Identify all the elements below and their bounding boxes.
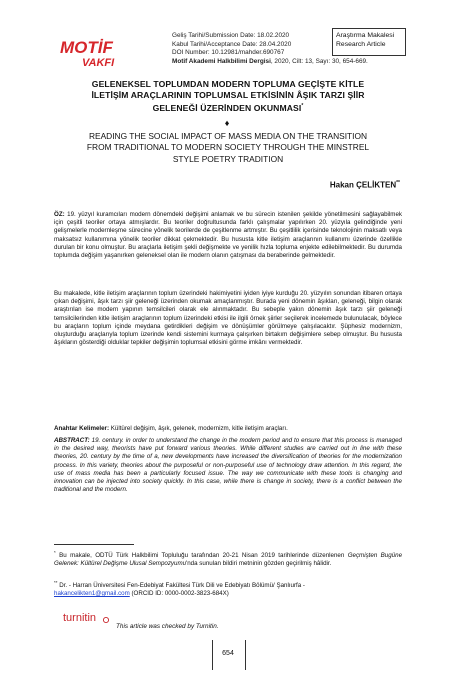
- keywords: [54, 425, 402, 433]
- keywords-label: Anahtar Kelimeler:: [54, 425, 110, 432]
- author-name: Hakan ÇELİKTEN: [329, 180, 397, 190]
- oz-label: ÖZ:: [54, 211, 65, 218]
- footnote-divider: [54, 544, 134, 545]
- footnote-1-text-a: Bu makale, ODTÜ Türk Halkbilimi Topluluğu tarafından 20-21 Nisan 2019 tarihlerinde düzenlenen: [55, 552, 348, 560]
- doi: DOI Number: 10.12981/mahder.690767: [172, 49, 285, 57]
- oz-paragraph: [54, 211, 402, 260]
- orcid: (ORCID ID: 0000-0002-3823-684X): [129, 590, 229, 598]
- journal-issue: , 2020, Cilt: 13, Sayı: 30, 654-669.: [270, 57, 368, 65]
- title-en-line1: READING THE SOCIAL IMPACT OF MASS MEDIA ON THE TRANSITION: [88, 131, 368, 141]
- author-email-link[interactable]: hakancelikten1@gmail.com: [54, 590, 130, 598]
- accepted-date: Kabul Tarihi/Acceptance Date: 28.04.2020: [172, 40, 292, 48]
- abstract-text: 19. century. in order to understand the change in the modern period and to ensure that this process is managed in the desired way, theorists have put forward various theories. While different studies are carried out in line with these theories, 20. century by the time of a, new developments have increased the diversification of theories for the modernization process. In this variety, theories about the purposeful or non-purposeful use of technology draw attention. In this regard, the use of mass media has been a particularly focused issue. The way we communicate with these tools is changing and innovation can be injected into society quickly. In this case, while there is change in society, there is a conflict between the traditional and the modern.: [54, 437, 402, 494]
- motif-vakfi-logo: [58, 36, 138, 70]
- article-type-box: [332, 28, 406, 56]
- page-number: 654: [222, 650, 234, 657]
- title-tr-line1: GELENEKSEL TOPLUMDAN MODERN TOPLUMA GEÇİŞTE KİTLE: [91, 79, 365, 89]
- footnote-2-mark: **: [54, 580, 58, 585]
- turnitin-note: This article was checked by Turnitin.: [116, 623, 219, 630]
- title-tr-line3-wrap: [54, 101, 402, 114]
- abstract-label: ABSTRACT:: [54, 437, 90, 444]
- footnote-1-text-b: 'nda sunulan bildiri metninin gözden geçirilmiş hâlidir.: [186, 560, 332, 568]
- title-tr-line2: İLETİŞİM ARAÇLARININ TOPLUMSAL ETKİSİNİN ÂŞIK TARZI ŞİİR: [91, 90, 365, 101]
- logo-top-text: MOTİF: [60, 38, 113, 57]
- title-english: [54, 131, 402, 165]
- author: [330, 180, 400, 190]
- turnitin-logo: [62, 608, 112, 626]
- footnote-2-text: Dr. - Harran Üniversitesi Fen-Edebiyat Fakültesi Türk Dili ve Edebiyatı Bölümü/ Şanlıurfa -: [57, 582, 305, 590]
- title-en-line3: STYLE POETRY TRADITION: [172, 153, 284, 164]
- footnote-1-italic: Geçmişten Bugüne Gelenek: Kültürel Değişme Ulusal Sempozyumu: [54, 552, 403, 568]
- logo-bottom-text: VAKFI: [82, 57, 115, 69]
- keywords-text: Kültürel değişim, âşık, gelenek, modernizm, kitle iletişim araçları.: [109, 425, 288, 432]
- turnitin-logo-text: turnitin: [63, 612, 97, 624]
- author-footnote-mark: **: [396, 180, 400, 186]
- footnote-1-mark: *: [54, 550, 56, 555]
- article-type-tr: Araştırma Makalesi: [336, 32, 395, 39]
- title-tr-line3: GELENEĞİ ÜZERİNDEN OKUNMASI: [152, 103, 302, 114]
- footnote-2: [54, 579, 402, 598]
- article-type-en: Research Article: [336, 41, 386, 48]
- journal-name: Motif Akademi Halkbilimi Dergisi: [172, 57, 271, 65]
- abstract-paragraph: [54, 437, 402, 494]
- received-date: Geliş Tarihi/Submission Date: 18.02.2020: [172, 32, 290, 39]
- title-en-line2: FROM TRADITIONAL TO MODERN SOCIETY THROUGH THE MINSTREL: [86, 142, 370, 153]
- footnote-1: [54, 549, 402, 568]
- body-paragraph: Bu makalede, kitle iletişim araçlarının toplum üzerindeki hakimiyetini iyiden iyiye kurduğu 20. yüzyılın sonundan itibaren ortaya çıkan değişimi, âşık tarzı şiir geleneği üzerinden okumak amaçlanmıştır. Burada yeni dönemin âşıkları, geleneği, bilgin olarak araştırılan ise modern yapının temsilcileri olarak ele alınmaktadır. Bu sebeple yakın dönemin âşık tarzı şiir geleneği temsilcilerinden kitle iletişim araçlarının toplum üzerindeki etkisi ile ilgili örnek şiirler seçilerek incelemede bulunulacak, böylece bu araçların toplum içinde meydana getirdikleri değişim ve dönüşümler görülmeye çalışılacaktır. Şüphesiz modernizm, oluşturduğu araçlarıyla toplum üzerinde kendi sistemini kurmaya çalışırken birtakım değişimlere sebep olmuştur. Bu hususta âşıkların gösterdiği olduklar tepkiler değişimin toplumsal etkisini görme imkânı vermektedir.: [54, 290, 402, 347]
- oz-text: 19. yüzyıl kuramcıları modern dönemdeki değişimi anlamak ve bu sürecin istenilen şekilde yönetilmesini sağlayabilmek için çeşitli teoriler ortaya atmışlardır. Bu teoriler doğrultusunda farklı çalışmalar yapılırken 20. yüzyıla gelindiğinde yeni gelişmelerle modernleşme sürecine yönelik teorilerde de çeşitlenme artmıştır. Bu çeşitlilik içerisinde teknolojinin maksatlı veya maksatsız kullanımına yönelik teoriler dikkat çekmektedir. Bu hususta kitle iletişim araçlarının kullanımı üzerinde özellikle durulan bir konu olmuştur. Bu araçlarla iletişim şekli değişmekte ve yenilik hızla topluma enjekte edilebilmektedir. Bu durumda toplumda değişim yaşanırken geleneksel olan ile modern olanın çatışması da beraberinde gelmektedir.: [54, 211, 402, 260]
- title-turkish: [54, 79, 402, 114]
- title-footnote-mark: *: [301, 103, 304, 110]
- journal-info: [172, 58, 368, 67]
- diamond-separator: ♦: [224, 118, 230, 128]
